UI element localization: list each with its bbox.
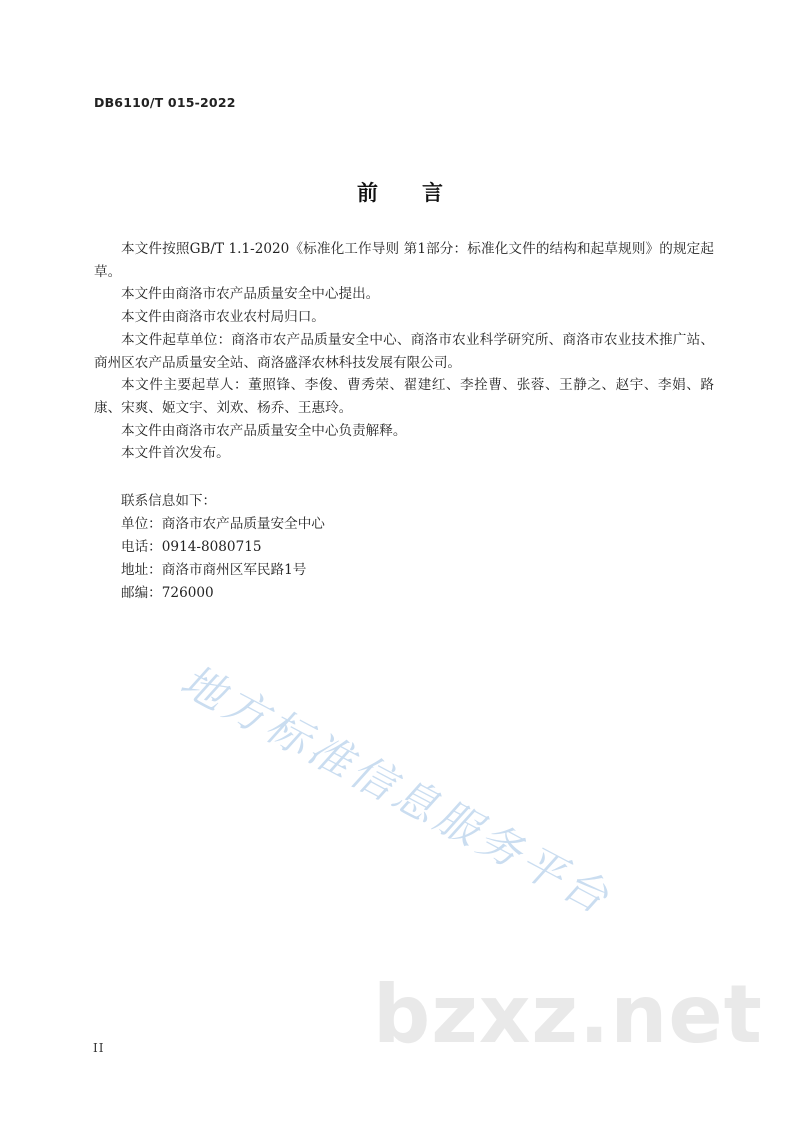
brand-watermark: bzxz.net bbox=[373, 968, 763, 1061]
paragraph-drafting-rules: 本文件按照GB/T 1.1-2020《标准化工作导则 第1部分：标准化文件的结构和起草规则》的规定起草。 bbox=[94, 241, 714, 280]
document-code: DB6110/T 015-2022 bbox=[94, 95, 236, 110]
paragraph-interpretation: 本文件由商洛市农产品质量安全中心负责解释。 bbox=[121, 422, 407, 439]
paragraph-first-release: 本文件首次发布。 bbox=[121, 445, 230, 462]
contact-postcode: 邮编：726000 bbox=[121, 585, 214, 601]
contact-address: 地址：商洛市商州区军民路1号 bbox=[121, 562, 307, 578]
paragraph-proposer: 本文件由商洛市农产品质量安全中心提出。 bbox=[121, 286, 380, 303]
foreword-body bbox=[94, 238, 714, 465]
platform-watermark: 地方标准信息服务平台 bbox=[172, 655, 620, 926]
contact-info bbox=[121, 490, 325, 605]
paragraph-centralized-unit: 本文件由商洛市农业农村局归口。 bbox=[121, 309, 325, 326]
paragraph-drafters: 本文件主要起草人：董照锋、李俊、曹秀荣、翟建红、李拴曹、张蓉、王静之、赵宇、李娟、路康、宋爽、姬文宇、刘欢、杨乔、王惠玲。 bbox=[94, 377, 714, 416]
contact-unit: 单位：商洛市农产品质量安全中心 bbox=[121, 516, 325, 532]
paragraph-drafting-units: 本文件起草单位：商洛市农产品质量安全中心、商洛市农业科学研究所、商洛市农业技术推广站、商州区农产品质量安全站、商洛盛泽农林科技发展有限公司。 bbox=[94, 331, 714, 371]
page-title: 前言 bbox=[357, 181, 487, 205]
contact-heading: 联系信息如下： bbox=[121, 493, 217, 509]
page-number: II bbox=[93, 1041, 105, 1055]
contact-phone: 电话：0914-8080715 bbox=[121, 539, 262, 555]
